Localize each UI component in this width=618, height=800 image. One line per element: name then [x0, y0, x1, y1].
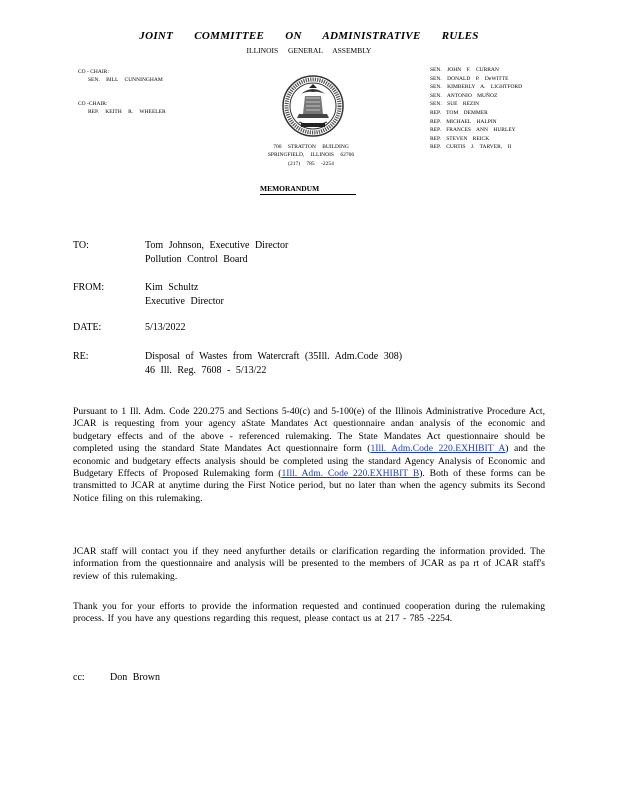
cc-label: cc: — [73, 672, 85, 683]
member-item: SEN. SUE REZIN — [430, 101, 480, 108]
committee-address — [256, 143, 366, 168]
member-item: SEN. ANTONIO MUÑOZ — [430, 92, 498, 99]
address-line: SPRINGFIELD, ILLINOIS 62706 — [267, 152, 355, 159]
from-title: Executive Director — [145, 296, 224, 307]
memorandum-heading: MEMORANDUM — [260, 184, 356, 195]
re-label: RE: — [73, 351, 89, 362]
cochair-block-1 — [78, 68, 163, 84]
illinois-state-seal-icon — [281, 74, 345, 138]
cochair-role: CO -CHAIR: — [78, 101, 108, 107]
body-paragraph-3: Thank you for your efforts to provide the information requested and continued cooperation during the rulemaking process. If you have any questions regarding this request, please contact us at 217 - 785 -2254. — [73, 601, 545, 625]
paragraph-text: ) and the economic and budgetary effects analysis should be completed using the standard Agency Analysis of Economic and Budgetary Effects of Proposed Rulemaking form ( — [73, 443, 545, 480]
to-value — [145, 239, 288, 267]
member-item: REP. TOM DEMMER — [430, 109, 488, 116]
cc-recipient: Don Brown — [110, 672, 160, 683]
cochair-role: CO - CHAIR: — [78, 69, 109, 75]
exhibit-a-link[interactable]: 1Ill. Adm.Code 220.EXHIBIT A — [370, 443, 506, 455]
member-item: SEN. JOHN F. CURRAN — [430, 67, 499, 73]
cochair-name: SEN. BILL CUNNINGHAM — [88, 77, 163, 83]
body-paragraph-2: JCAR staff will contact you if they need anyfurther details or clarification regarding the information provided. The information from the questionnaire and analysis will be presented to the members of JCAR as pa rt of JCAR staff's review of this rulemaking. — [73, 546, 545, 582]
general-assembly-subtitle: ILLINOIS GENERAL ASSEMBLY — [246, 46, 372, 55]
committee-members-list — [430, 66, 522, 152]
to-organization: Pollution Control Board — [145, 254, 248, 265]
body-paragraph-1 — [73, 406, 545, 505]
cochair-block-2 — [78, 100, 166, 116]
address-line: 700 STRATTON BUILDING — [273, 144, 349, 150]
committee-title: JOINT COMMITTEE ON ADMINISTRATIVE RULES — [139, 30, 479, 42]
paragraph-text: Pursuant to 1 Ill. Adm. Code 220.275 and Sections 5-40(c) and 5-100(e) of the Illinois Administrative Procedure Act, JCAR is requesting from your agency aState Mandates Act questionnaire andan analysis of the economic and budgetary effects and of the above - referenced rulemaking. The State Mandates Act questionnaire should be completed using the standard State Mandates Act questionnaire form ( — [73, 406, 545, 455]
member-item: REP. FRANCES ANN HURLEY — [430, 127, 516, 134]
paragraph-text: ). Both of these forms can be transmitted to JCAR at anytime during the First Notice period, but no later than when the agency submits its Second Notice filing on this rulemaking. — [73, 468, 545, 504]
member-item: SEN. DONALD P. DeWITTE — [430, 75, 509, 82]
exhibit-b-link[interactable]: 1Ill. Adm. Code 220.EXHIBIT B — [281, 468, 420, 480]
cochair-name: REP. KEITH R. WHEELER — [88, 109, 166, 115]
member-item: SEN. KIMBERLY A. LIGHTFORD — [430, 84, 523, 91]
from-name: Kim Schultz — [145, 282, 199, 293]
to-label: TO: — [73, 240, 89, 251]
from-value — [145, 281, 224, 309]
date-label: DATE: — [73, 322, 102, 333]
re-register-citation: 46 Ill. Reg. 7608 - 5/13/22 — [145, 365, 267, 376]
member-item: REP. STEVEN REICK — [430, 135, 490, 142]
member-item: REP. CURTIS J. TARVER, II — [430, 144, 512, 151]
to-name: Tom Johnson, Executive Director — [145, 240, 289, 251]
from-label: FROM: — [73, 282, 105, 293]
re-subject: Disposal of Wastes from Watercraft (35Ill. Adm.Code 308) — [145, 351, 403, 362]
re-value — [145, 350, 402, 378]
date-value: 5/13/2022 — [145, 322, 186, 333]
member-item: REP. MICHAEL HALPIN — [430, 118, 497, 125]
phone-line: (217) 785 -2254 — [288, 160, 334, 167]
